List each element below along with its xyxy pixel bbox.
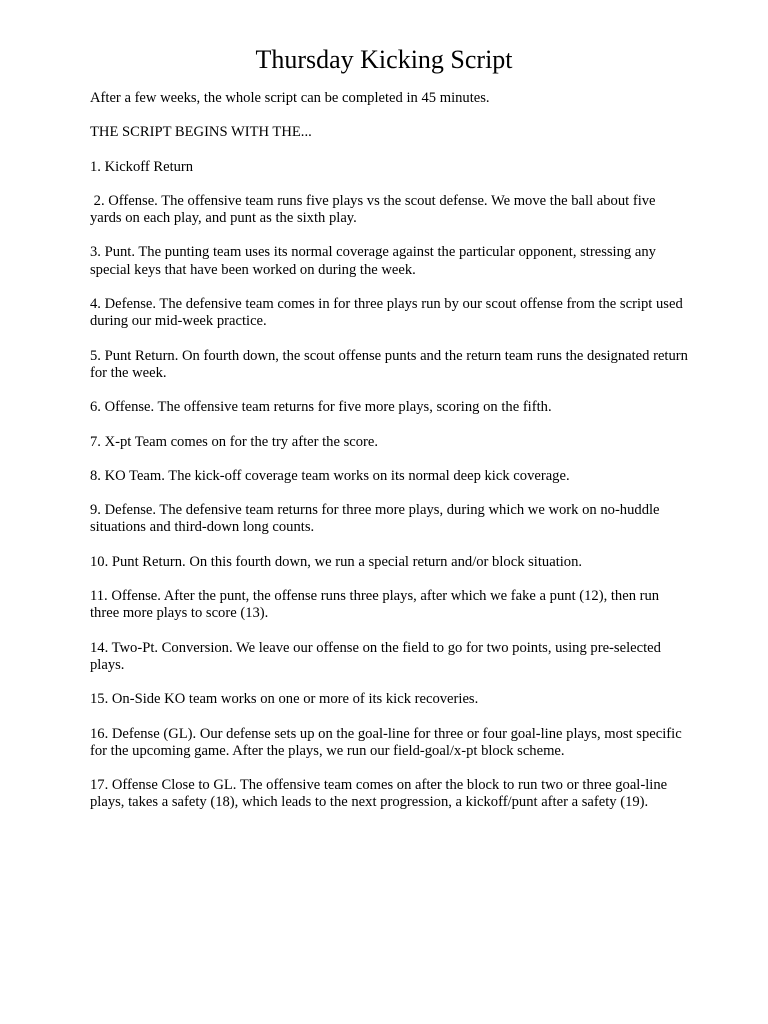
intro-paragraph: After a few weeks, the whole script can be completed in 45 minutes.: [90, 90, 490, 106]
script-item: 14. Two-Pt. Conversion. We leave our offense on the field to go for two points, using pre-selected plays.: [90, 639, 661, 673]
script-item: 4. Defense. The defensive team comes in for three plays run by our scout offense from the script used during our mid-week practice.: [90, 296, 683, 330]
script-item: 8. KO Team. The kick-off coverage team works on its normal deep kick coverage.: [90, 467, 570, 484]
script-item: 16. Defense (GL). Our defense sets up on the goal-line for three or four goal-line plays, most specific for the upcoming game. After the plays, we run our field-goal/x-pt block scheme.: [90, 725, 682, 759]
script-item: 1. Kickoff Return: [90, 158, 194, 175]
script-item: 3. Punt. The punting team uses its normal coverage against the particular opponent, stressing any special keys that have been worked on during the week.: [90, 244, 656, 278]
document-body: [90, 90, 690, 829]
section-heading: THE SCRIPT BEGINS WITH THE...: [90, 124, 312, 141]
script-item: 15. On-Side KO team works on one or more of its kick recoveries.: [90, 691, 479, 708]
script-item: 5. Punt Return. On fourth down, the scout offense punts and the return team runs the designated return for the week.: [90, 347, 688, 381]
script-item: 2. Offense. The offensive team runs five plays vs the scout defense. We move the ball about five yards on each play, and punt as the sixth play.: [90, 192, 660, 227]
script-item: 11. Offense. After the punt, the offense runs three plays, after which we fake a punt (12), then run three more plays to score (13).: [90, 588, 660, 622]
script-item: 17. Offense Close to GL. The offensive team comes on after the block to run two or three goal-line plays, takes a safety (18), which leads to the next progression, a kickoff/punt after a safety (19).: [90, 777, 668, 811]
script-item: 7. X-pt Team comes on for the try after the score.: [90, 433, 379, 450]
script-item: 6. Offense. The offensive team returns for five more plays, scoring on the fifth.: [90, 399, 552, 416]
script-item: 9. Defense. The defensive team returns for three more plays, during which we work on no-huddle situations and third-down long counts.: [90, 502, 660, 536]
script-item: 10. Punt Return. On this fourth down, we run a special return and/or block situation.: [90, 553, 583, 570]
document-title: Thursday Kicking Script: [255, 45, 513, 74]
